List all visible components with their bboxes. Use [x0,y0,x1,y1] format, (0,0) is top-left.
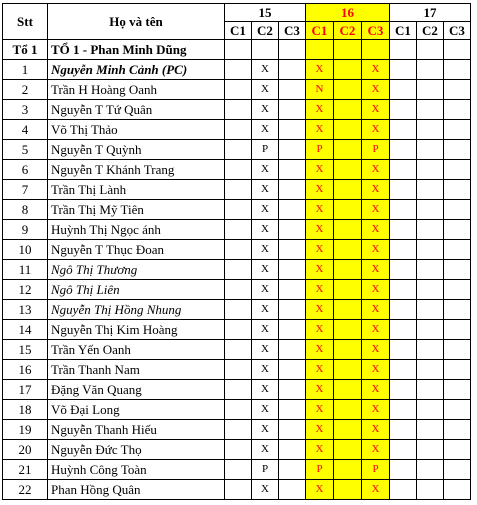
mark-cell[interactable]: X [306,400,334,420]
header-name[interactable]: Họ và tên [48,4,225,40]
row-name[interactable]: Võ Đại Long [48,400,225,420]
row-stt[interactable]: 19 [3,420,48,440]
mark-cell[interactable]: X [306,220,334,240]
mark-cell[interactable] [417,160,444,180]
mark-cell[interactable] [390,260,417,280]
mark-cell[interactable]: N [306,80,334,100]
mark-cell[interactable] [225,480,252,500]
mark-cell[interactable]: P [362,140,390,160]
mark-cell[interactable]: X [306,100,334,120]
mark-cell[interactable] [390,280,417,300]
table-row [3,440,471,460]
mark-cell[interactable] [390,180,417,200]
row-name[interactable]: Huỳnh Thị Ngọc ánh [48,220,225,240]
table-row [3,340,471,360]
mark-cell[interactable]: X [252,440,279,460]
table-row [3,60,471,80]
mark-cell[interactable] [444,300,471,320]
mark-cell[interactable] [225,240,252,260]
mark-cell[interactable] [225,400,252,420]
mark-cell[interactable] [390,200,417,220]
mark-cell[interactable]: P [306,460,334,480]
mark-cell[interactable] [225,60,252,80]
group-row [3,40,471,60]
header-col-17-c2[interactable]: C2 [417,22,444,40]
mark-cell[interactable] [390,340,417,360]
mark-cell[interactable]: X [306,180,334,200]
mark-cell[interactable] [390,300,417,320]
mark-cell[interactable] [225,320,252,340]
row-stt[interactable]: 20 [3,440,48,460]
mark-cell[interactable]: X [252,80,279,100]
mark-cell[interactable] [417,320,444,340]
mark-cell[interactable] [334,360,362,380]
mark-cell[interactable]: X [362,80,390,100]
group-cell[interactable] [225,40,252,60]
mark-cell[interactable] [417,280,444,300]
mark-cell[interactable] [279,360,306,380]
mark-cell[interactable] [390,420,417,440]
mark-cell[interactable]: X [362,400,390,420]
mark-cell[interactable] [417,220,444,240]
mark-cell[interactable]: X [362,160,390,180]
table-row [3,360,471,380]
mark-cell[interactable] [279,120,306,140]
mark-cell[interactable] [225,120,252,140]
mark-cell[interactable]: X [306,120,334,140]
mark-cell[interactable] [225,280,252,300]
mark-cell[interactable] [444,400,471,420]
header-group-17[interactable]: 17 [390,4,471,22]
mark-cell[interactable]: X [306,340,334,360]
mark-cell[interactable]: X [252,380,279,400]
mark-cell[interactable]: X [362,200,390,220]
mark-cell[interactable] [279,100,306,120]
header-col-15-c2[interactable]: C2 [252,22,279,40]
mark-cell[interactable]: X [252,340,279,360]
row-name[interactable]: Nguyễn Thanh Hiếu [48,420,225,440]
group-cell[interactable] [279,40,306,60]
table-row [3,220,471,240]
row-stt[interactable]: 14 [3,320,48,340]
mark-cell[interactable] [390,120,417,140]
mark-cell[interactable]: X [306,160,334,180]
mark-cell[interactable]: X [252,100,279,120]
mark-cell[interactable] [444,220,471,240]
mark-cell[interactable] [279,140,306,160]
header-col-16-c1[interactable]: C1 [306,22,334,40]
attendance-sheet [2,3,471,500]
table-row [3,240,471,260]
mark-cell[interactable] [390,160,417,180]
mark-cell[interactable] [390,360,417,380]
mark-cell[interactable] [225,300,252,320]
header-col-15-c1[interactable]: C1 [225,22,252,40]
mark-cell[interactable] [417,100,444,120]
mark-cell[interactable] [390,440,417,460]
mark-cell[interactable]: X [362,480,390,500]
mark-cell[interactable] [444,200,471,220]
row-stt[interactable]: 8 [3,200,48,220]
mark-cell[interactable] [279,420,306,440]
mark-cell[interactable]: P [306,140,334,160]
mark-cell[interactable] [279,480,306,500]
mark-cell[interactable] [279,280,306,300]
mark-cell[interactable]: X [306,320,334,340]
mark-cell[interactable]: X [306,420,334,440]
mark-cell[interactable] [390,80,417,100]
row-stt[interactable]: 10 [3,240,48,260]
mark-cell[interactable]: X [362,320,390,340]
mark-cell[interactable] [444,180,471,200]
mark-cell[interactable] [334,280,362,300]
mark-cell[interactable] [279,240,306,260]
mark-cell[interactable]: X [306,60,334,80]
mark-cell[interactable] [225,260,252,280]
row-stt[interactable]: 5 [3,140,48,160]
row-stt[interactable]: 7 [3,180,48,200]
mark-cell[interactable] [390,60,417,80]
row-name[interactable]: Nguyễn T Thục Đoan [48,240,225,260]
table-row [3,300,471,320]
mark-cell[interactable] [279,320,306,340]
row-name[interactable]: Nguyễn T Quỳnh [48,140,225,160]
mark-cell[interactable] [225,140,252,160]
header-col-16-c2[interactable]: C2 [334,22,362,40]
mark-cell[interactable] [444,460,471,480]
table-row [3,120,471,140]
mark-cell[interactable]: X [362,440,390,460]
header-col-15-c3[interactable]: C3 [279,22,306,40]
row-name[interactable]: Ngô Thị Thương [48,260,225,280]
mark-cell[interactable] [390,460,417,480]
row-name[interactable]: Đặng Văn Quang [48,380,225,400]
mark-cell[interactable] [334,300,362,320]
mark-cell[interactable] [334,100,362,120]
mark-cell[interactable] [279,380,306,400]
mark-cell[interactable]: X [362,240,390,260]
mark-cell[interactable] [444,140,471,160]
mark-cell[interactable] [225,200,252,220]
mark-cell[interactable] [334,240,362,260]
mark-cell[interactable]: X [362,380,390,400]
mark-cell[interactable]: X [252,480,279,500]
table-row [3,460,471,480]
mark-cell[interactable] [417,400,444,420]
header-col-17-c1[interactable]: C1 [390,22,417,40]
mark-cell[interactable]: X [252,300,279,320]
header-stt[interactable]: Stt [3,4,48,40]
table-row [3,320,471,340]
mark-cell[interactable] [417,80,444,100]
mark-cell[interactable]: X [362,180,390,200]
mark-cell[interactable] [444,320,471,340]
mark-cell[interactable] [225,80,252,100]
row-stt[interactable]: 4 [3,120,48,140]
mark-cell[interactable] [417,260,444,280]
mark-cell[interactable] [279,80,306,100]
header-col-16-c3[interactable]: C3 [362,22,390,40]
mark-cell[interactable] [417,60,444,80]
mark-cell[interactable]: X [252,400,279,420]
mark-cell[interactable] [390,140,417,160]
mark-cell[interactable]: X [306,300,334,320]
mark-cell[interactable] [279,400,306,420]
mark-cell[interactable]: X [362,220,390,240]
mark-cell[interactable]: X [306,480,334,500]
mark-cell[interactable] [334,460,362,480]
header-row-top [3,4,471,22]
mark-cell[interactable] [444,360,471,380]
mark-cell[interactable] [334,140,362,160]
mark-cell[interactable] [444,280,471,300]
mark-cell[interactable] [444,120,471,140]
mark-cell[interactable] [417,480,444,500]
row-name[interactable]: Nguyễn Đức Thọ [48,440,225,460]
row-stt[interactable]: 17 [3,380,48,400]
row-stt[interactable]: 12 [3,280,48,300]
table-row [3,380,471,400]
mark-cell[interactable]: X [306,240,334,260]
mark-cell[interactable]: X [306,380,334,400]
table-row [3,480,471,500]
group-cell[interactable] [444,40,471,60]
header-group-15[interactable]: 15 [225,4,306,22]
row-stt[interactable]: 13 [3,300,48,320]
row-name[interactable]: Nguyễn T Khánh Trang [48,160,225,180]
mark-cell[interactable] [334,80,362,100]
mark-cell[interactable] [334,180,362,200]
mark-cell[interactable]: X [252,200,279,220]
row-name[interactable]: Trần H Hoàng Oanh [48,80,225,100]
mark-cell[interactable] [334,160,362,180]
table-row [3,420,471,440]
mark-cell[interactable]: X [362,420,390,440]
mark-cell[interactable]: X [252,320,279,340]
mark-cell[interactable] [390,380,417,400]
mark-cell[interactable] [444,340,471,360]
mark-cell[interactable] [417,360,444,380]
mark-cell[interactable] [444,380,471,400]
mark-cell[interactable]: X [362,360,390,380]
mark-cell[interactable] [390,240,417,260]
mark-cell[interactable] [334,320,362,340]
mark-cell[interactable] [334,60,362,80]
mark-cell[interactable]: X [306,280,334,300]
row-stt[interactable]: 9 [3,220,48,240]
mark-cell[interactable]: X [362,280,390,300]
mark-cell[interactable] [417,380,444,400]
mark-cell[interactable]: P [252,460,279,480]
row-stt[interactable]: 18 [3,400,48,420]
mark-cell[interactable] [390,400,417,420]
row-name[interactable]: Ngô Thị Liên [48,280,225,300]
row-name[interactable]: Trần Yến Oanh [48,340,225,360]
mark-cell[interactable]: X [252,160,279,180]
mark-cell[interactable] [225,340,252,360]
mark-cell[interactable] [417,180,444,200]
mark-cell[interactable]: X [362,300,390,320]
row-name[interactable]: Nguyễn Thị Hồng Nhung [48,300,225,320]
table-row [3,260,471,280]
mark-cell[interactable]: X [252,360,279,380]
group-cell[interactable] [417,40,444,60]
mark-cell[interactable] [279,440,306,460]
mark-cell[interactable] [390,480,417,500]
mark-cell[interactable] [225,160,252,180]
mark-cell[interactable] [225,180,252,200]
mark-cell[interactable] [334,340,362,360]
table-row [3,80,471,100]
mark-cell[interactable] [334,420,362,440]
mark-cell[interactable] [417,340,444,360]
mark-cell[interactable]: X [252,420,279,440]
mark-cell[interactable] [444,480,471,500]
group-cell[interactable] [362,40,390,60]
row-name[interactable]: Nguyễn T Tứ Quân [48,100,225,120]
mark-cell[interactable] [334,120,362,140]
mark-cell[interactable] [225,220,252,240]
mark-cell[interactable]: X [306,440,334,460]
mark-cell[interactable]: X [362,100,390,120]
mark-cell[interactable] [390,220,417,240]
mark-cell[interactable]: X [252,180,279,200]
header-group-16[interactable]: 16 [306,4,390,22]
table-row [3,400,471,420]
mark-cell[interactable] [279,260,306,280]
table-row [3,200,471,220]
row-stt[interactable]: 21 [3,460,48,480]
mark-cell[interactable]: X [306,200,334,220]
row-name[interactable]: Trần Thanh Nam [48,360,225,380]
mark-cell[interactable] [444,100,471,120]
mark-cell[interactable] [444,420,471,440]
mark-cell[interactable] [279,160,306,180]
row-name[interactable]: Phan Hồng Quân [48,480,225,500]
mark-cell[interactable] [334,380,362,400]
mark-cell[interactable] [444,60,471,80]
mark-cell[interactable]: P [252,140,279,160]
row-name[interactable]: Nguyễn Minh Cảnh (PC) [48,60,225,80]
mark-cell[interactable] [334,260,362,280]
mark-cell[interactable] [444,240,471,260]
mark-cell[interactable] [417,420,444,440]
row-name[interactable]: Trần Thị Mỹ Tiên [48,200,225,220]
mark-cell[interactable] [279,220,306,240]
group-stt[interactable]: Tổ 1 [3,40,48,60]
row-stt[interactable]: 15 [3,340,48,360]
mark-cell[interactable] [279,340,306,360]
mark-cell[interactable]: X [362,120,390,140]
group-cell[interactable] [390,40,417,60]
mark-cell[interactable] [334,200,362,220]
mark-cell[interactable] [444,440,471,460]
mark-cell[interactable] [225,100,252,120]
mark-cell[interactable] [279,300,306,320]
mark-cell[interactable] [279,200,306,220]
row-name[interactable]: Huỳnh Công Toàn [48,460,225,480]
mark-cell[interactable] [390,100,417,120]
table-row [3,160,471,180]
mark-cell[interactable] [417,140,444,160]
group-cell[interactable] [306,40,334,60]
mark-cell[interactable] [444,80,471,100]
mark-cell[interactable] [225,360,252,380]
mark-cell[interactable]: X [252,260,279,280]
mark-cell[interactable]: X [252,280,279,300]
row-name[interactable]: Trần Thị Lành [48,180,225,200]
header-col-17-c3[interactable]: C3 [444,22,471,40]
mark-cell[interactable] [417,460,444,480]
mark-cell[interactable] [444,260,471,280]
row-stt[interactable]: 2 [3,80,48,100]
mark-cell[interactable] [279,180,306,200]
mark-cell[interactable] [279,60,306,80]
table-row [3,100,471,120]
row-stt[interactable]: 16 [3,360,48,380]
mark-cell[interactable]: X [362,340,390,360]
group-cell[interactable] [334,40,362,60]
group-cell[interactable] [252,40,279,60]
mark-cell[interactable] [444,160,471,180]
table-row [3,140,471,160]
mark-cell[interactable]: X [252,240,279,260]
table-row [3,280,471,300]
row-stt[interactable]: 1 [3,60,48,80]
mark-cell[interactable] [417,120,444,140]
mark-cell[interactable]: X [306,360,334,380]
mark-cell[interactable] [390,320,417,340]
group-name[interactable]: TỔ 1 - Phan Minh Dũng [48,40,225,60]
mark-cell[interactable] [417,300,444,320]
table-row [3,180,471,200]
mark-cell[interactable] [334,400,362,420]
mark-cell[interactable] [417,440,444,460]
row-name[interactable]: Võ Thị Thảo [48,120,225,140]
mark-cell[interactable] [225,420,252,440]
row-stt[interactable]: 6 [3,160,48,180]
mark-cell[interactable]: P [362,460,390,480]
row-stt[interactable]: 11 [3,260,48,280]
mark-cell[interactable]: X [252,120,279,140]
mark-cell[interactable] [279,460,306,480]
mark-cell[interactable] [334,440,362,460]
mark-cell[interactable] [417,200,444,220]
mark-cell[interactable]: X [362,260,390,280]
mark-cell[interactable] [334,480,362,500]
sheet-body [3,40,471,500]
mark-cell[interactable]: X [306,260,334,280]
mark-cell[interactable] [225,460,252,480]
mark-cell[interactable] [334,220,362,240]
mark-cell[interactable]: X [252,60,279,80]
mark-cell[interactable]: X [252,220,279,240]
row-name[interactable]: Nguyễn Thị Kim Hoàng [48,320,225,340]
row-stt[interactable]: 22 [3,480,48,500]
mark-cell[interactable] [225,380,252,400]
mark-cell[interactable] [417,240,444,260]
mark-cell[interactable]: X [362,60,390,80]
row-stt[interactable]: 3 [3,100,48,120]
mark-cell[interactable] [225,440,252,460]
